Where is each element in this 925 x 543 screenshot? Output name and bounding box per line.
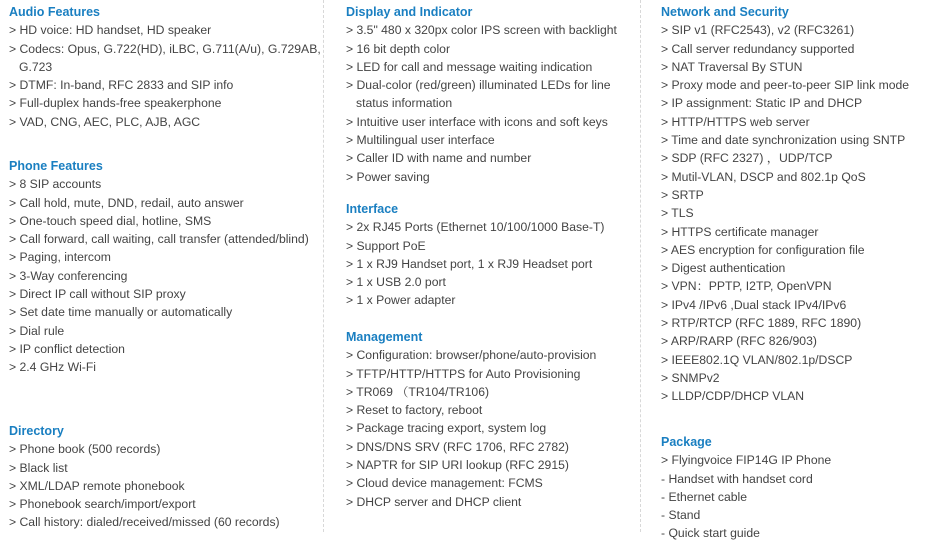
feature-item: > TFTP/HTTP/HTTPS for Auto Provisioning <box>346 366 581 381</box>
section-phone-features <box>9 157 314 377</box>
feature-item: > LLDP/CDP/DHCP VLAN <box>661 389 805 404</box>
feature-item: > TR069 （TR104/TR106) <box>346 384 490 399</box>
feature-item: > Call forward, call waiting, call transfer (attended/blind) <box>9 232 309 247</box>
section-directory <box>9 422 314 532</box>
feature-item: > NAPTR for SIP URI lookup (RFC 2915) <box>346 458 569 473</box>
section-title: Network and Security <box>661 5 789 19</box>
feature-item: > 16 bit depth color <box>346 41 451 56</box>
feature-item: > Reset to factory, reboot <box>346 403 483 418</box>
section-title: Phone Features <box>9 159 103 173</box>
package-item: - Ethernet cable <box>661 489 748 504</box>
section-management <box>346 328 636 511</box>
feature-item: > LED for call and message waiting indication <box>346 59 593 74</box>
section-title: Directory <box>9 424 64 438</box>
section-title: Interface <box>346 202 399 216</box>
package-list <box>661 451 921 542</box>
feature-list <box>346 346 636 511</box>
feature-item: > Phone book (500 records) <box>9 442 161 457</box>
feature-item: > NAT Traversal By STUN <box>661 59 803 74</box>
feature-item: > HD voice: HD handset, HD speaker <box>9 23 212 38</box>
feature-item: > AES encryption for configuration file <box>661 242 865 257</box>
feature-item: > Black list <box>9 460 68 475</box>
feature-item: > Call history: dialed/received/missed (60 records) <box>9 515 280 530</box>
feature-item: > IPv4 /IPv6 ,Dual stack IPv4/IPv6 <box>661 297 847 312</box>
feature-item: > ARP/RARP (RFC 826/903) <box>661 334 817 349</box>
feature-item: > DHCP server and DHCP client <box>346 494 522 509</box>
feature-item: > 2.4 GHz Wi-Fi <box>9 360 97 375</box>
section-title: Package <box>661 435 712 449</box>
feature-item: > Set date time manually or automatically <box>9 305 233 320</box>
feature-list <box>346 21 636 186</box>
feature-item: > 1 x Power adapter <box>346 293 456 308</box>
package-item: - Handset with handset cord <box>661 471 813 486</box>
feature-item: > Dial rule <box>9 323 65 338</box>
feature-list <box>346 218 636 309</box>
package-item: - Quick start guide <box>661 526 760 541</box>
feature-item: > Digest authentication <box>661 261 786 276</box>
package-item: - Stand <box>661 508 701 523</box>
section-display-and-indicator <box>346 3 636 186</box>
feature-item: > Proxy mode and peer-to-peer SIP link mode <box>661 78 910 93</box>
section-network-and-security <box>661 3 921 406</box>
column-divider-1 <box>323 0 324 532</box>
section-title: Display and Indicator <box>346 5 473 19</box>
feature-item: > IP conflict detection <box>9 341 125 356</box>
feature-item: > Configuration: browser/phone/auto-provision <box>346 348 597 363</box>
feature-item: > Time and date synchronization using SNTP <box>661 133 906 148</box>
feature-item: > SDP (RFC 2327) ，UDP/TCP <box>661 151 833 166</box>
feature-item: > DTMF: In-band, RFC 2833 and SIP info <box>9 78 234 93</box>
feature-item: > Codecs: Opus, G.722(HD), iLBC, G.711(A/u), G.729AB, <box>9 41 321 56</box>
feature-item: > TLS <box>661 206 694 221</box>
section-title: Management <box>346 330 423 344</box>
feature-item: > Multilingual user interface <box>346 133 495 148</box>
feature-item: > IEEE802.1Q VLAN/802.1p/DSCP <box>661 352 853 367</box>
feature-item: > Phonebook search/import/export <box>9 497 196 512</box>
feature-item: > Support PoE <box>346 238 426 253</box>
feature-item: > SRTP <box>661 187 704 202</box>
section-audio-features <box>9 3 321 131</box>
feature-item: > VPN：PPTP, I2TP, OpenVPN <box>661 279 832 294</box>
feature-list <box>9 21 321 131</box>
feature-item: > Paging, intercom <box>9 250 111 265</box>
feature-item: > VAD, CNG, AEC, PLC, AJB, AGC <box>9 114 201 129</box>
feature-item: > Caller ID with name and number <box>346 151 532 166</box>
feature-item: > DNS/DNS SRV (RFC 1706, RFC 2782) <box>346 439 569 454</box>
feature-item: > Package tracing export, system log <box>346 421 547 436</box>
column-divider-2 <box>640 0 641 532</box>
feature-item: > Direct IP call without SIP proxy <box>9 287 186 302</box>
feature-item: > Cloud device management: FCMS <box>346 476 543 491</box>
feature-item-continued: G.723 <box>19 59 53 74</box>
feature-list <box>661 21 921 405</box>
feature-item: > SNMPv2 <box>661 370 720 385</box>
feature-item: > 2x RJ45 Ports (Ethernet 10/100/1000 Base-T) <box>346 220 605 235</box>
feature-item: > Mutil-VLAN, DSCP and 802.1p QoS <box>661 169 866 184</box>
feature-list <box>9 440 314 531</box>
feature-item: > XML/LDAP remote phonebook <box>9 478 185 493</box>
feature-item: > Call hold, mute, DND, redail, auto answer <box>9 195 244 210</box>
feature-item: > One-touch speed dial, hotline, SMS <box>9 213 212 228</box>
section-interface <box>346 200 636 310</box>
feature-item: > 8 SIP accounts <box>9 177 102 192</box>
feature-item: > IP assignment: Static IP and DHCP <box>661 96 863 111</box>
feature-item-continued: status information <box>356 96 453 111</box>
feature-item: > Full-duplex hands-free speakerphone <box>9 96 222 111</box>
feature-item: > 3-Way conferencing <box>9 268 128 283</box>
feature-item: > RTP/RTCP (RFC 1889, RFC 1890) <box>661 316 862 331</box>
section-package <box>661 433 921 543</box>
feature-item: > 3.5" 480 x 320px color IPS screen with backlight <box>346 23 617 38</box>
feature-item: > Intuitive user interface with icons and soft keys <box>346 114 608 129</box>
feature-item: > HTTPS certificate manager <box>661 224 819 239</box>
feature-item: > Call server redundancy supported <box>661 41 855 56</box>
feature-list <box>9 175 314 376</box>
package-item: > Flyingvoice FIP14G IP Phone <box>661 453 832 468</box>
section-title: Audio Features <box>9 5 100 19</box>
feature-item: > Power saving <box>346 169 430 184</box>
feature-item: > 1 x RJ9 Handset port, 1 x RJ9 Headset port <box>346 256 593 271</box>
feature-item: > Dual-color (red/green) illuminated LEDs for line <box>346 78 611 93</box>
feature-item: > 1 x USB 2.0 port <box>346 275 446 290</box>
feature-item: > SIP v1 (RFC2543), v2 (RFC3261) <box>661 23 855 38</box>
feature-item: > HTTP/HTTPS web server <box>661 114 810 129</box>
